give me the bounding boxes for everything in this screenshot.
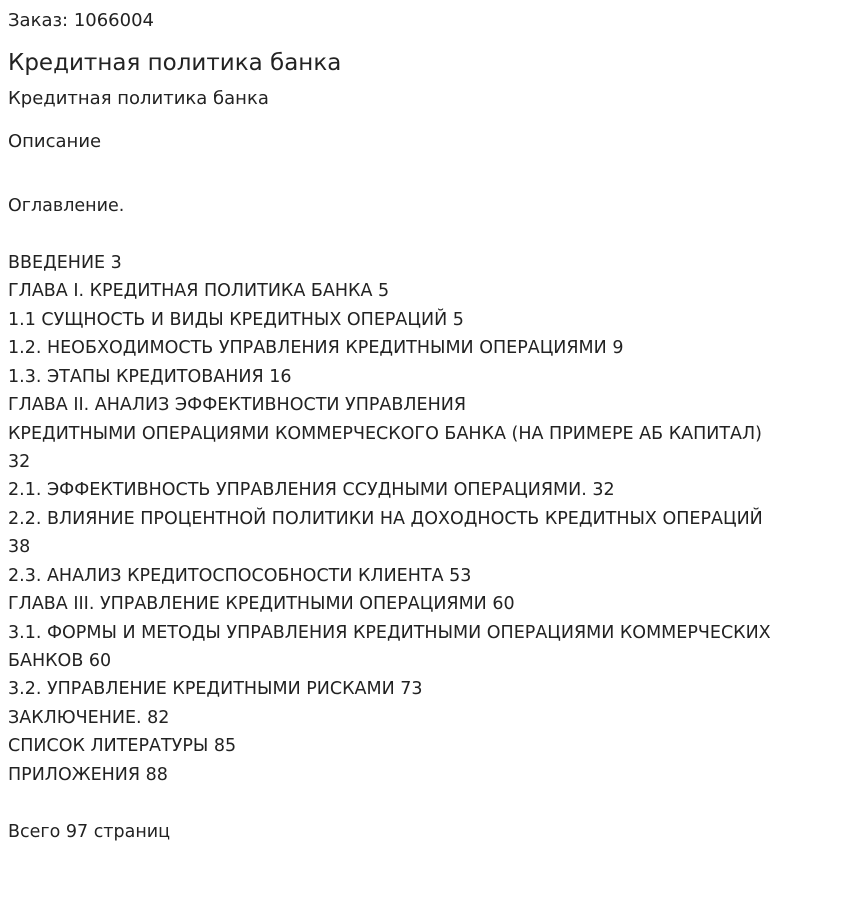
toc-line: ГЛАВА III. УПРАВЛЕНИЕ КРЕДИТНЫМИ ОПЕРАЦИЯМИ 60 [8, 594, 515, 615]
toc-line: 1.3. ЭТАПЫ КРЕДИТОВАНИЯ 16 [8, 366, 292, 387]
blank-line [8, 220, 844, 248]
toc-line: ПРИЛОЖЕНИЯ 88 [8, 764, 168, 785]
page-subtitle: Кредитная политика банка [8, 88, 269, 109]
toc-line: ВВЕДЕНИЕ 3 [8, 252, 122, 273]
toc-line: Всего 97 страниц [8, 821, 171, 842]
toc-line: БАНКОВ 60 [8, 651, 112, 671]
toc-line: КРЕДИТНЫМИ ОПЕРАЦИЯМИ КОММЕРЧЕСКОГО БАНКА (НА ПРИМЕРЕ АБ КАПИТАЛ) [8, 423, 763, 444]
toc-line: 2.2. ВЛИЯНИЕ ПРОЦЕНТНОЙ ПОЛИТИКИ НА ДОХОДНОСТЬ КРЕДИТНЫХ ОПЕРАЦИЙ [8, 508, 763, 529]
toc-line: 2.1. ЭФФЕКТИВНОСТЬ УПРАВЛЕНИЯ ССУДНЫМИ ОПЕРАЦИЯМИ. 32 [8, 480, 615, 501]
blank-line [8, 789, 844, 817]
toc-line: 3.2. УПРАВЛЕНИЕ КРЕДИТНЫМИ РИСКАМИ 73 [8, 679, 423, 700]
order-number: Заказ: 1066004 [8, 10, 154, 31]
toc-line: ГЛАВА II. АНАЛИЗ ЭФФЕКТИВНОСТИ УПРАВЛЕНИЯ [8, 395, 467, 416]
toc-line: 38 [8, 537, 31, 558]
toc-line: СПИСОК ЛИТЕРАТУРЫ 85 [8, 736, 237, 757]
toc-line: 1.1 СУЩНОСТЬ И ВИДЫ КРЕДИТНЫХ ОПЕРАЦИЙ 5 [8, 309, 464, 330]
toc-line: ЗАКЛЮЧЕНИЕ. 82 [8, 707, 170, 728]
toc-line: Оглавление. [8, 196, 125, 216]
toc-line: 32 [8, 451, 31, 472]
page-title: Кредитная политика банка [8, 50, 342, 76]
description-body [8, 192, 844, 846]
toc-line: ГЛАВА I. КРЕДИТНАЯ ПОЛИТИКА БАНКА 5 [8, 281, 390, 302]
toc-line: 3.1. ФОРМЫ И МЕТОДЫ УПРАВЛЕНИЯ КРЕДИТНЫМИ ОПЕРАЦИЯМИ КОММЕРЧЕСКИХ [8, 622, 771, 643]
toc-line: 1.2. НЕОБХОДИМОСТЬ УПРАВЛЕНИЯ КРЕДИТНЫМИ ОПЕРАЦИЯМИ 9 [8, 338, 624, 359]
description-label: Описание [8, 131, 102, 152]
toc-line: 2.3. АНАЛИЗ КРЕДИТОСПОСОБНОСТИ КЛИЕНТА 53 [8, 565, 472, 586]
